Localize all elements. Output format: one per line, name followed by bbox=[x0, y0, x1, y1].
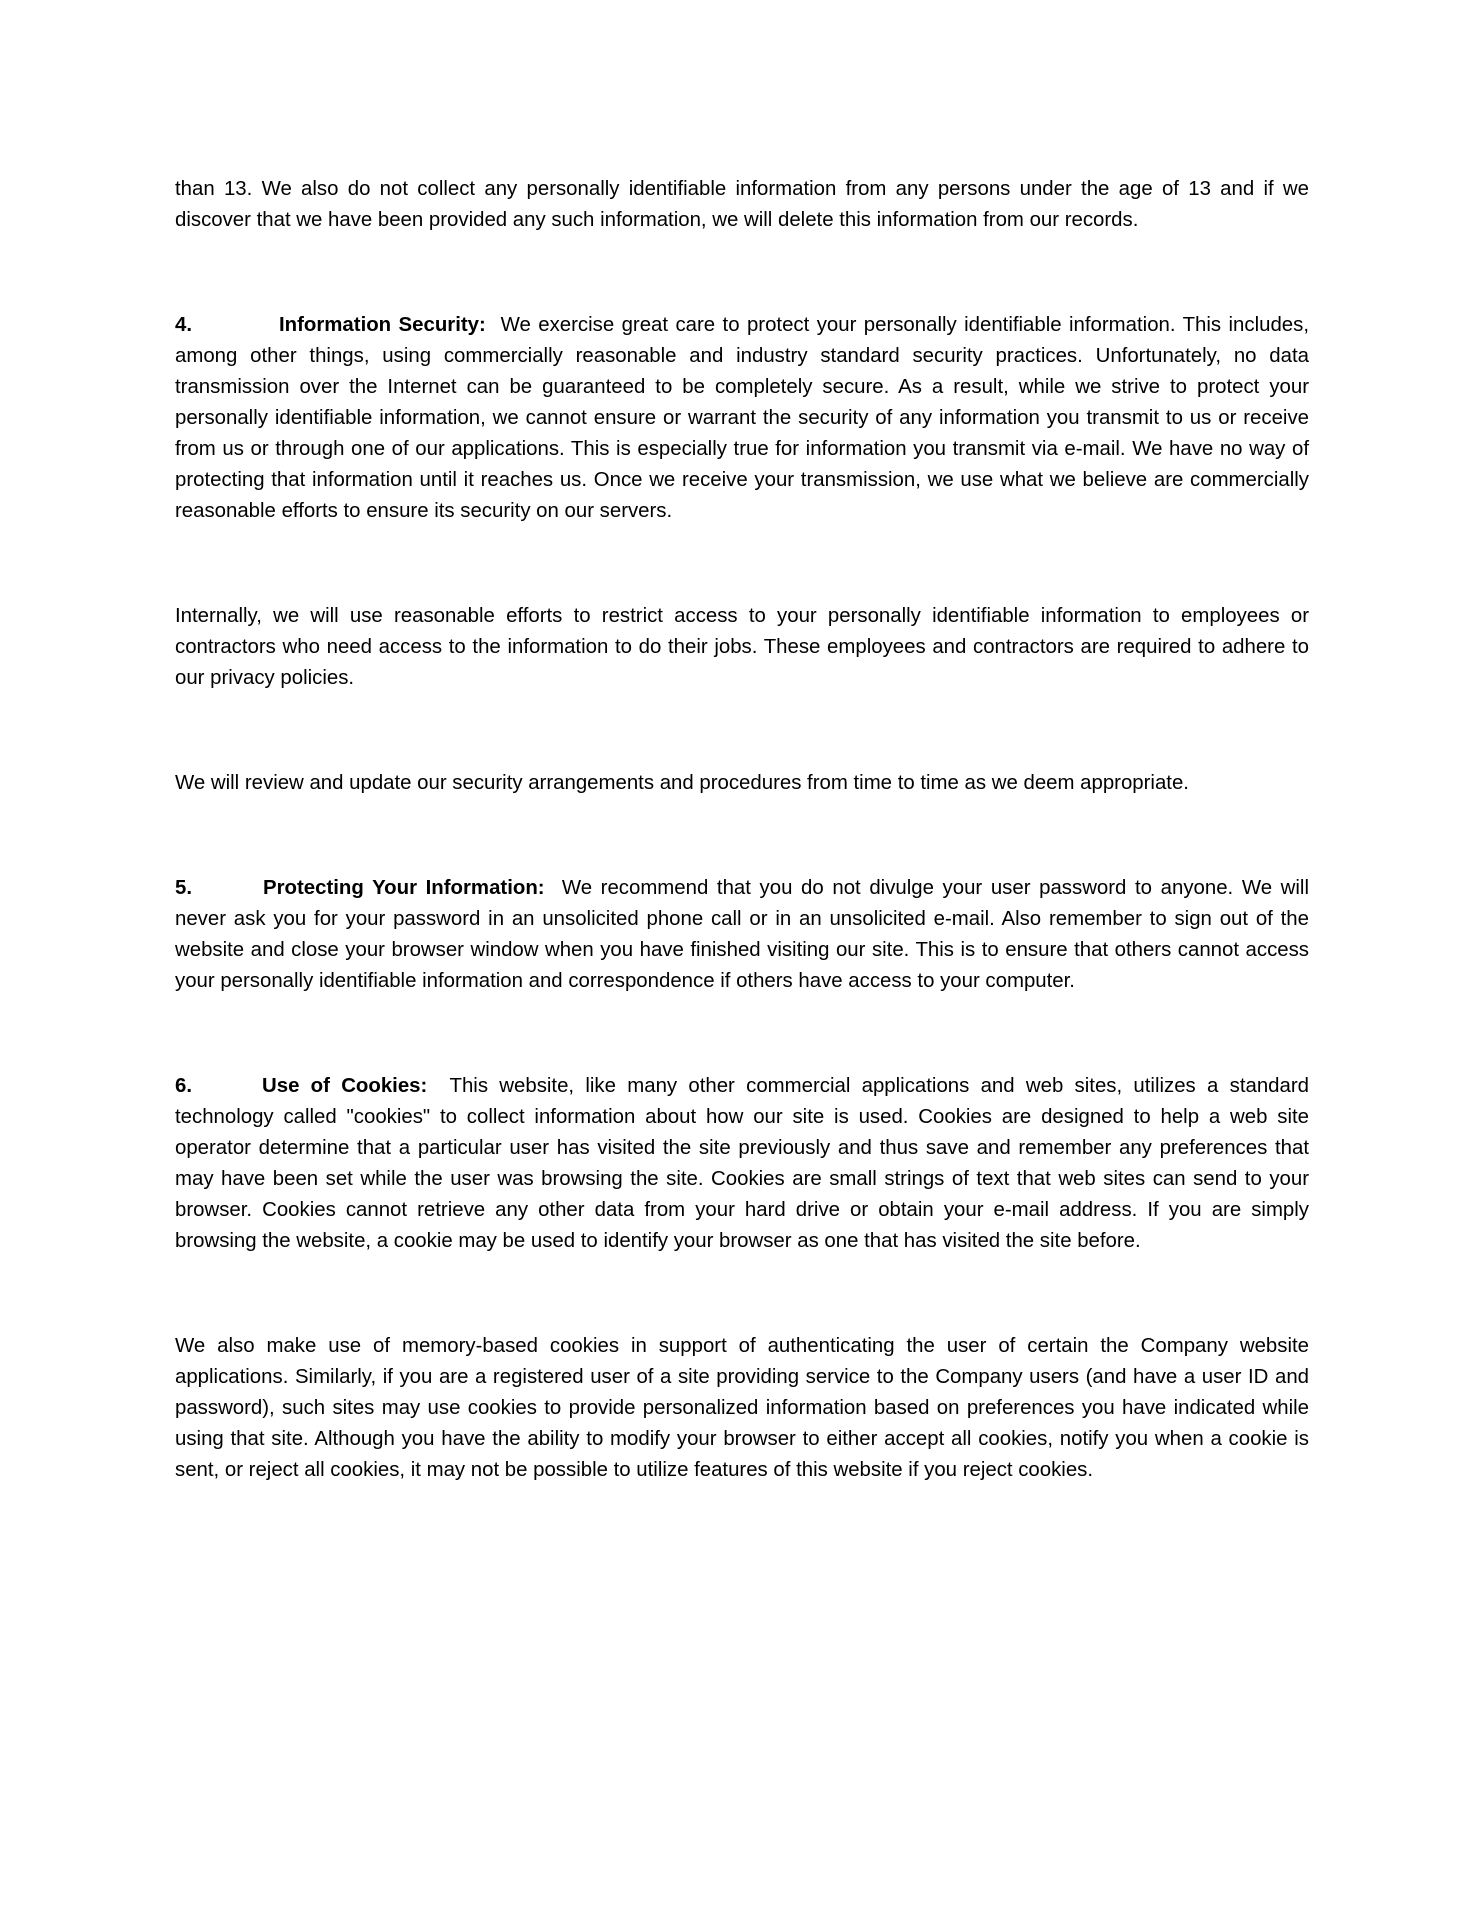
document-body bbox=[175, 174, 1309, 1486]
paragraph-security-review: We will review and update our security arrangements and procedures from time to time as we deem appropriate. bbox=[175, 772, 1189, 794]
paragraph-internal-access: Internally, we will use reasonable efforts to restrict access to your personally identifiable information to employees or contractors who need access to the information to do their jobs. These employees and contractors are required to adhere to our privacy policies. bbox=[175, 605, 1309, 689]
paragraph-memory-cookies: We also make use of memory-based cookies in support of authenticating the user of certain the Company website applications. Similarly, if you are a registered user of a site providing service to the Company users (and have a user ID and password), such sites may use cookies to provide personalized information based on preferences you have indicated while using that site. Although you have the ability to modify your browser to either accept all cookies, notify you when a cookie is sent, or reject all cookies, it may not be possible to utilize features of this website if you reject cookies. bbox=[175, 1335, 1309, 1481]
section-number: 5. bbox=[175, 877, 193, 899]
section-title: Information Security: bbox=[279, 314, 486, 336]
section-title: Protecting Your Information: bbox=[263, 877, 545, 899]
section-number: 4. bbox=[175, 314, 193, 336]
section-body: We recommend that you do not divulge your user password to anyone. We will never ask you for your password in an unsolicited phone call or in an unsolicited e-mail. Also remember to sign out of the website and close your browser window when you have finished visiting our site. This is to ensure that others cannot access your personally identifiable information and correspondence if others have access to your computer. bbox=[175, 877, 1309, 992]
section-body: This website, like many other commercial applications and web sites, utilizes a standard technology called "cookies" to collect information about how our site is used. Cookies are designed to help a web site operator determine that a particular user has visited the site previously and thus save and remember any preferences that may have been set while the user was browsing the site. Cookies are small strings of text that web sites can send to your browser. Cookies cannot retrieve any other data from your hard drive or obtain your e-mail address. If you are simply browsing the website, a cookie may be used to identify your browser as one that has visited the site before. bbox=[175, 1075, 1309, 1252]
paragraph-under-13-continuation: than 13. We also do not collect any personally identifiable information from any persons under the age of 13 and if we discover that we have been provided any such information, we will delete this information from our records. bbox=[175, 178, 1309, 231]
section-body: We exercise great care to protect your personally identifiable information. This includes, among other things, using commercially reasonable and industry standard security practices. Unfortunately, no data transmission over the Internet can be guaranteed to be completely secure. As a result, while we strive to protect your personally identifiable information, we cannot ensure or warrant the security of any information you transmit to us or receive from us or through one of our applications. This is especially true for information you transmit via e-mail. We have no way of protecting that information until it reaches us. Once we receive your transmission, we use what we believe are commercially reasonable efforts to ensure its security on our servers. bbox=[175, 314, 1309, 522]
section-4-information-security bbox=[175, 310, 1309, 527]
section-number: 6. bbox=[175, 1075, 193, 1097]
section-title: Use of Cookies: bbox=[262, 1075, 428, 1097]
section-5-protecting-information bbox=[175, 873, 1309, 997]
section-6-use-of-cookies bbox=[175, 1071, 1309, 1257]
